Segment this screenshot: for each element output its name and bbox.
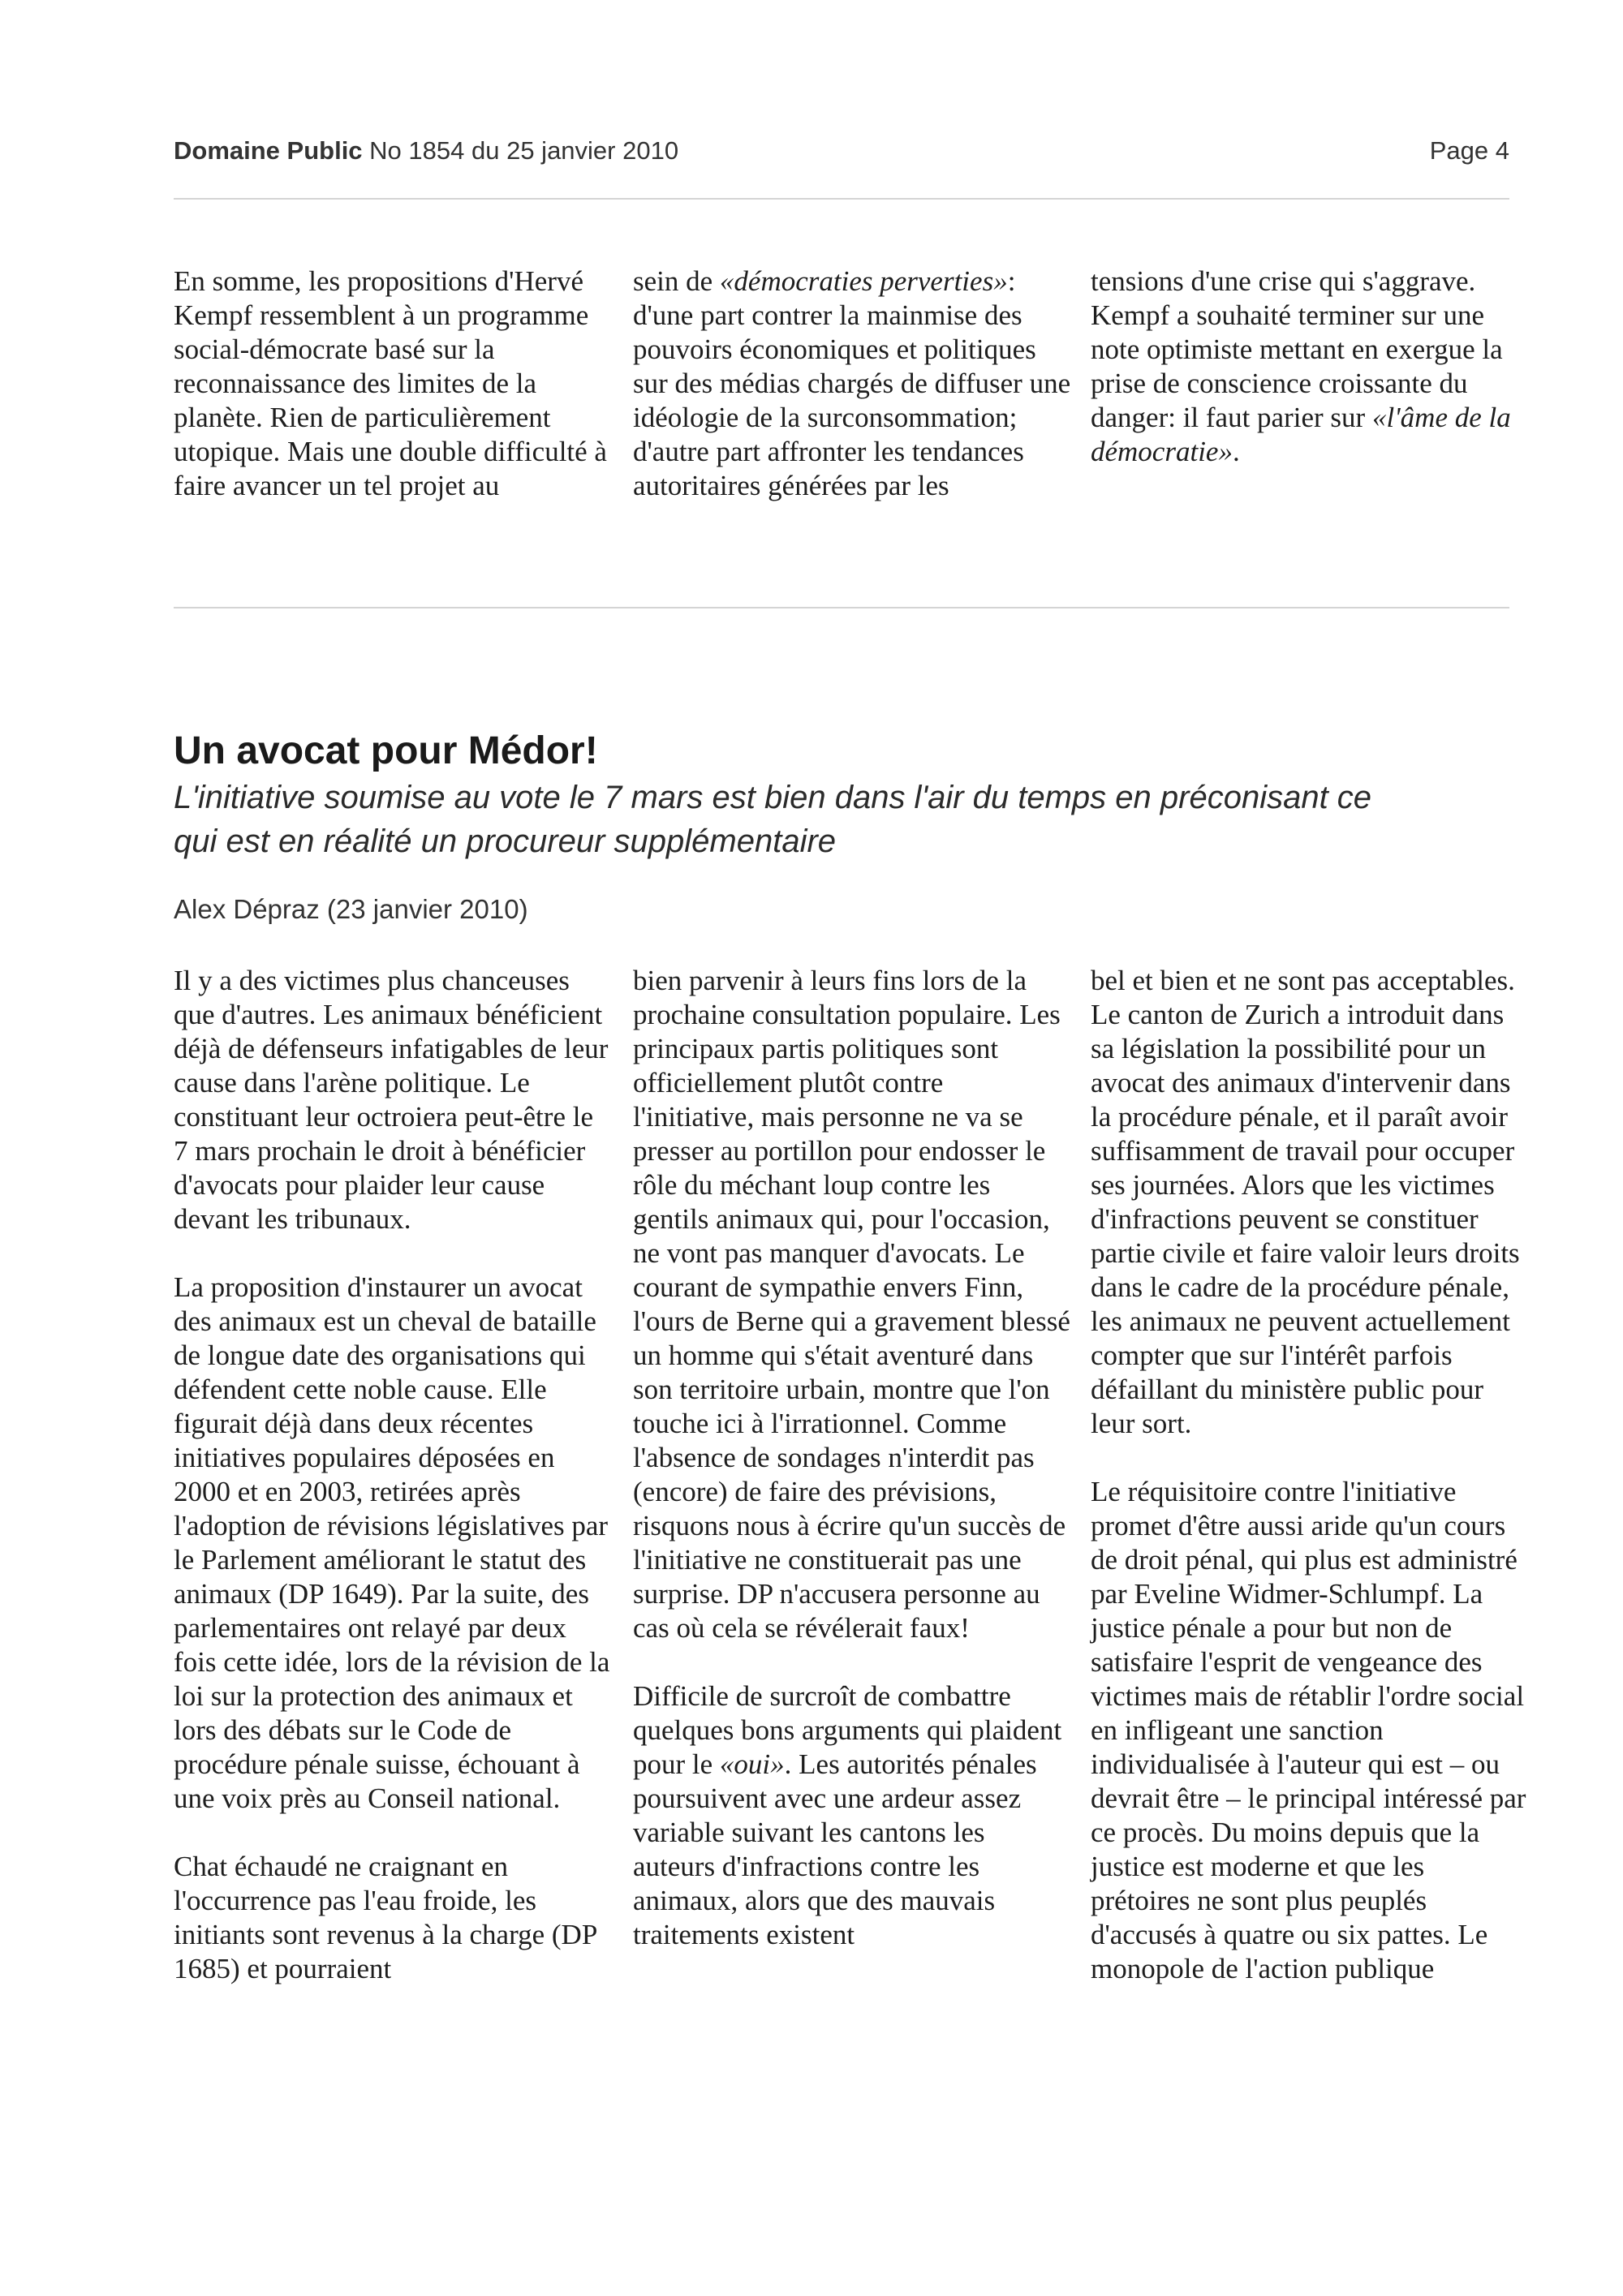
text-run: sein de	[633, 265, 720, 297]
quote: «l'âme de la démocratie»	[1091, 402, 1511, 467]
paragraph: Chat échaudé ne craignant en l'occurrence pas l'eau froide, les initiants sont revenus à la charge (DP 1685) et pourraient	[174, 1851, 596, 1984]
article-column-1	[174, 964, 612, 1986]
paragraph	[633, 264, 1071, 503]
text-run: tensions d'une crise qui s'aggrave. Kempf a souhaité terminer sur une note optimiste mettant en exergue la prise de conscience croissante du danger: il faut parier sur	[1091, 265, 1503, 433]
page-header	[174, 131, 1509, 170]
text-run: Difficile de surcroît de combattre quelques bons arguments qui plaident pour le	[633, 1680, 1062, 1780]
page-number: Page 4	[1429, 136, 1509, 165]
paragraph: La proposition d'instaurer un avocat des animaux est un cheval de bataille de longue date des organisations qui défendent cette noble cause. Elle figurait déjà dans deux récentes initiatives populaires déposées en 2000 et en 2003, retirées après l'adoption de révisions législatives par le Parlement améliorant le statut des animaux (DP 1649). Par la suite, des parlementaires ont relayé par deux fois cette idée, lors de la révision de la loi sur la protection des animaux et lors des débats sur le Code de procédure pénale suisse, échouant à une voix près au Conseil national.	[174, 1271, 610, 1814]
publication-info	[174, 136, 678, 166]
issue-info: No 1854 du 25 janvier 2010	[369, 136, 679, 165]
header-divider	[174, 198, 1509, 200]
paragraph: Le réquisitoire contre l'initiative promet d'être aussi aride qu'un cours de droit pénal, qui plus est administré par Eveline Widmer-Schlumpf. La justice pénale a pour but non de satisfaire l'esprit de vengeance des victimes mais de rétablir l'ordre social en infligeant une sanction individualisée à l'auteur qui est – ou devrait être – le principal intéressé par ce procès. Du moins depuis que la justice est moderne et que les prétoires ne sont plus peuplés d'accusés à quatre ou six pattes. Le monopole de l'action publique	[1091, 1476, 1526, 1984]
article-column-3	[1091, 964, 1529, 1986]
article-title: Un avocat pour Médor!	[174, 729, 598, 772]
paragraph	[633, 1679, 1071, 1952]
quote: «démocraties perverties»	[719, 265, 1008, 297]
quote: «oui»	[719, 1748, 785, 1780]
paragraph: bel et bien et ne sont pas acceptables. Le canton de Zurich a introduit dans sa législation la possibilité pour un avocat des animaux d'intervenir dans la procédure pénale, et il paraît avoir suffisamment de travail pour occuper ses journées. Alors que les victimes d'infractions peuvent se constituer partie civile et faire valoir leurs droits dans le cadre de la procédure pénale, les animaux ne peuvent actuellement compter que sur l'intérêt parfois défaillant du ministère public pour leur sort.	[1091, 965, 1520, 1439]
paragraph	[1091, 264, 1529, 469]
prev-column-3	[1091, 264, 1529, 469]
article-subtitle: L'initiative soumise au vote le 7 mars est bien dans l'air du temps en préconisant ce qui est en réalité un procureur supplémentaire	[174, 780, 1372, 859]
article-column-2	[633, 964, 1071, 1952]
text-run: . Les autorités pénales poursuivent avec une ardeur assez variable suivant les cantons les auteurs d'infractions contre les animaux, alors que des mauvais traitements existent	[633, 1748, 1037, 1950]
paragraph: En somme, les propositions d'Hervé Kempf ressemblent à un programme social-démocrate basé sur la reconnaissance des limites de la planète. Rien de particulièrement utopique. Mais une double difficulté à faire avancer un tel projet au	[174, 265, 607, 501]
prev-column-2	[633, 264, 1071, 503]
paragraph: Il y a des victimes plus chanceuses que d'autres. Les animaux bénéficient déjà de défenseurs infatigables de leur cause dans l'arène politique. Le constituant leur octroiera peut-être le 7 mars prochain le droit à bénéficier d'avocats pour plaider leur cause devant les tribunaux.	[174, 965, 609, 1235]
text-run: : d'une part contrer la mainmise des pouvoirs économiques et politiques sur des médias chargés de diffuser une idéologie de la surconsommation; d'autre part affronter les tendances autoritaires générées par les	[633, 265, 1071, 501]
article-byline: Alex Dépraz (23 janvier 2010)	[174, 894, 528, 924]
text-run: .	[1232, 436, 1240, 467]
publication-name: Domaine Public	[174, 136, 363, 165]
article-divider	[174, 607, 1509, 608]
prev-column-1	[174, 264, 612, 503]
paragraph: bien parvenir à leurs fins lors de la prochaine consultation populaire. Les principaux partis politiques sont officiellement plutôt contre l'initiative, mais personne ne va se presser au portillon pour endosser le rôle du méchant loup contre les gentils animaux qui, pour l'occasion, ne vont pas manquer d'avocats. Le courant de sympathie envers Finn, l'ours de Berne qui a gravement blessé un homme qui s'était aventuré dans son territoire urbain, montre que l'on touche ici à l'irrationnel. Comme l'absence de sondages n'interdit pas (encore) de faire des prévisions, risquons nous à écrire qu'un succès de l'initiative ne constituerait pas une surprise. DP n'accusera personne au cas où cela se révélerait faux!	[633, 965, 1070, 1644]
